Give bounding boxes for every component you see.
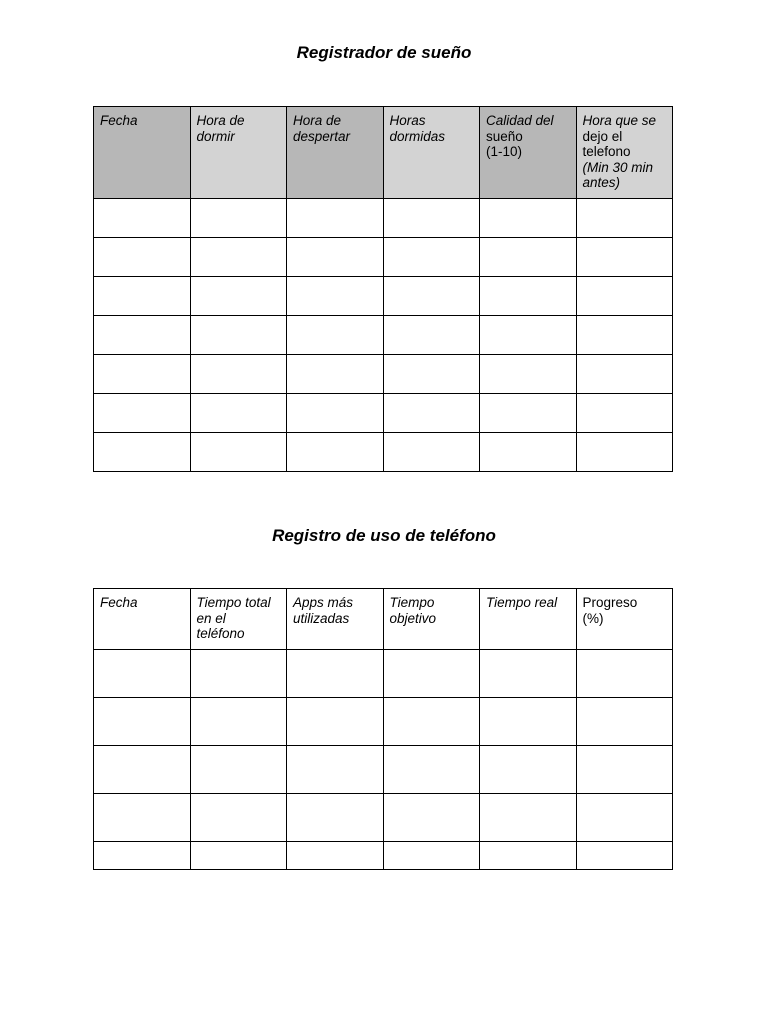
empty-cell[interactable] xyxy=(190,650,287,698)
empty-cell[interactable] xyxy=(94,746,191,794)
header-text: dormir xyxy=(196,128,235,144)
header-text: teléfono xyxy=(196,626,245,641)
header-text: telefono xyxy=(582,144,631,159)
phone-log-header-cell xyxy=(94,589,191,650)
empty-cell[interactable] xyxy=(287,199,384,238)
empty-cell[interactable] xyxy=(190,433,287,472)
header-text: en el xyxy=(196,610,226,626)
empty-cell[interactable] xyxy=(576,394,673,433)
phone-log-table xyxy=(93,588,673,870)
empty-cell[interactable] xyxy=(287,698,384,746)
sleep-log-table xyxy=(93,106,673,472)
phone-log-header-cell xyxy=(480,589,577,650)
empty-cell[interactable] xyxy=(480,746,577,794)
empty-cell[interactable] xyxy=(576,238,673,277)
empty-cell[interactable] xyxy=(383,238,480,277)
sleep-log-title: Registrador de sueño xyxy=(296,43,472,62)
empty-cell[interactable] xyxy=(576,842,673,870)
empty-cell[interactable] xyxy=(576,650,673,698)
empty-cell[interactable] xyxy=(383,277,480,316)
empty-cell[interactable] xyxy=(287,650,384,698)
empty-cell[interactable] xyxy=(287,394,384,433)
empty-cell[interactable] xyxy=(94,650,191,698)
empty-cell[interactable] xyxy=(480,794,577,842)
empty-cell[interactable] xyxy=(190,199,287,238)
phone-log-header-cell xyxy=(190,589,287,650)
empty-cell[interactable] xyxy=(287,842,384,870)
empty-cell[interactable] xyxy=(383,199,480,238)
header-text: despertar xyxy=(293,128,351,144)
sleep-log-header-cell xyxy=(576,107,673,199)
header-text: sueño xyxy=(486,128,523,144)
empty-cell[interactable] xyxy=(480,238,577,277)
empty-cell[interactable] xyxy=(576,199,673,238)
header-text: objetivo xyxy=(389,610,437,626)
table-row xyxy=(94,277,673,316)
sleep-log-header-row xyxy=(94,107,673,199)
empty-cell[interactable] xyxy=(383,698,480,746)
empty-cell[interactable] xyxy=(190,355,287,394)
empty-cell[interactable] xyxy=(576,698,673,746)
empty-cell[interactable] xyxy=(383,433,480,472)
empty-cell[interactable] xyxy=(94,199,191,238)
empty-cell[interactable] xyxy=(287,433,384,472)
empty-cell[interactable] xyxy=(190,746,287,794)
empty-cell[interactable] xyxy=(287,746,384,794)
empty-cell[interactable] xyxy=(480,277,577,316)
sleep-log-header-cell xyxy=(94,107,191,199)
header-text: Fecha xyxy=(100,113,138,128)
empty-cell[interactable] xyxy=(94,433,191,472)
empty-cell[interactable] xyxy=(480,698,577,746)
empty-cell[interactable] xyxy=(287,316,384,355)
empty-cell[interactable] xyxy=(480,842,577,870)
empty-cell[interactable] xyxy=(383,842,480,870)
header-text: utilizadas xyxy=(293,610,350,626)
header-text: antes) xyxy=(582,175,621,190)
sleep-log-header-cell xyxy=(190,107,287,199)
empty-cell[interactable] xyxy=(383,355,480,394)
table-row xyxy=(94,433,673,472)
table-row xyxy=(94,316,673,355)
phone-log-header-row xyxy=(94,589,673,650)
empty-cell[interactable] xyxy=(190,238,287,277)
empty-cell[interactable] xyxy=(383,394,480,433)
empty-cell[interactable] xyxy=(383,650,480,698)
empty-cell[interactable] xyxy=(94,842,191,870)
empty-cell[interactable] xyxy=(480,433,577,472)
empty-cell[interactable] xyxy=(287,355,384,394)
phone-log-header-cell xyxy=(287,589,384,650)
header-text: Tiempo real xyxy=(486,595,558,610)
header-text: Horas xyxy=(389,113,426,128)
header-text: Progreso xyxy=(582,595,638,610)
empty-cell[interactable] xyxy=(94,794,191,842)
empty-cell[interactable] xyxy=(480,650,577,698)
table-row xyxy=(94,199,673,238)
header-text: Hora de xyxy=(196,113,245,128)
empty-cell[interactable] xyxy=(576,794,673,842)
empty-cell[interactable] xyxy=(480,199,577,238)
empty-cell[interactable] xyxy=(94,238,191,277)
empty-cell[interactable] xyxy=(480,316,577,355)
header-text: dormidas xyxy=(389,128,446,144)
empty-cell[interactable] xyxy=(190,394,287,433)
header-text: (%) xyxy=(582,610,604,626)
empty-cell[interactable] xyxy=(576,746,673,794)
phone-log-header-cell xyxy=(576,589,673,650)
empty-cell[interactable] xyxy=(94,355,191,394)
empty-cell[interactable] xyxy=(94,277,191,316)
sleep-log-header-cell xyxy=(287,107,384,199)
empty-cell[interactable] xyxy=(190,698,287,746)
empty-cell[interactable] xyxy=(287,794,384,842)
header-text: Fecha xyxy=(100,595,138,610)
empty-cell[interactable] xyxy=(94,316,191,355)
empty-cell[interactable] xyxy=(480,394,577,433)
empty-cell[interactable] xyxy=(190,277,287,316)
empty-cell[interactable] xyxy=(576,433,673,472)
empty-cell[interactable] xyxy=(94,698,191,746)
header-text: Tiempo xyxy=(389,595,435,610)
empty-cell[interactable] xyxy=(383,794,480,842)
header-text: Apps más xyxy=(293,595,354,610)
phone-log-title: Registro de uso de teléfono xyxy=(272,526,496,545)
empty-cell[interactable] xyxy=(94,394,191,433)
header-text: Tiempo total xyxy=(196,595,271,610)
header-text: Hora de xyxy=(293,113,342,128)
phone-log-header-cell xyxy=(383,589,480,650)
table-row xyxy=(94,842,673,870)
table-row xyxy=(94,394,673,433)
header-text: Calidad del xyxy=(486,113,554,128)
sleep-log-header-cell xyxy=(480,107,577,199)
table-row xyxy=(94,794,673,842)
empty-cell[interactable] xyxy=(287,238,384,277)
empty-cell[interactable] xyxy=(576,355,673,394)
empty-cell[interactable] xyxy=(190,794,287,842)
empty-cell[interactable] xyxy=(383,316,480,355)
header-text: (Min 30 min xyxy=(582,159,654,175)
empty-cell[interactable] xyxy=(576,316,673,355)
table-row xyxy=(94,355,673,394)
table-row xyxy=(94,698,673,746)
empty-cell[interactable] xyxy=(576,277,673,316)
empty-cell[interactable] xyxy=(190,842,287,870)
empty-cell[interactable] xyxy=(383,746,480,794)
header-text: dejo el xyxy=(582,128,623,144)
sleep-log-header-cell xyxy=(383,107,480,199)
empty-cell[interactable] xyxy=(480,355,577,394)
table-row xyxy=(94,238,673,277)
table-row xyxy=(94,650,673,698)
header-text: (1-10) xyxy=(486,144,523,159)
empty-cell[interactable] xyxy=(190,316,287,355)
empty-cell[interactable] xyxy=(287,277,384,316)
header-text: Hora que se xyxy=(582,113,657,128)
table-row xyxy=(94,746,673,794)
